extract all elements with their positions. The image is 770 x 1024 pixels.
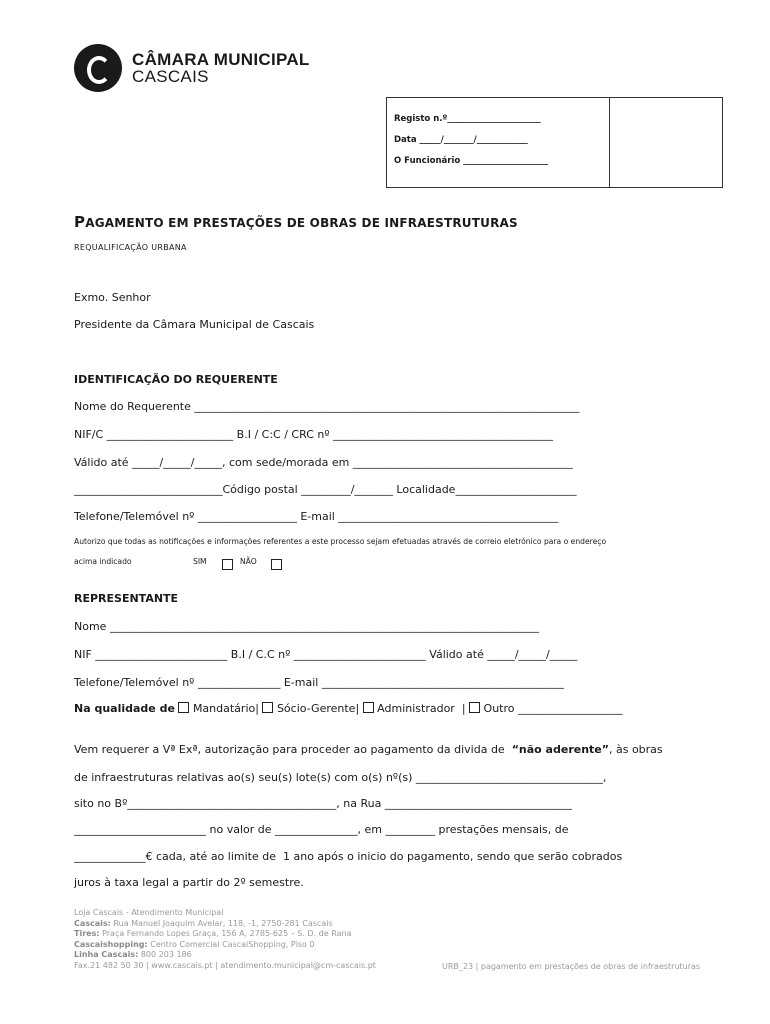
representante-heading: REPRESENTANTE (74, 592, 179, 605)
requerente-valido-field: Válido até _____/_____/_____, com sede/morada em ________________________________________ (74, 456, 573, 469)
logo-line-2: CASCAIS (132, 67, 209, 86)
socio-checkbox[interactable] (262, 702, 273, 713)
body-line-1a: Vem requerer a Vª Exª, autorização para proceder ao pagamento da divida de (74, 743, 512, 756)
footer-contacts (74, 908, 376, 971)
logo-line-1: CÂMARA MUNICIPAL (132, 50, 310, 69)
footer-cascais-label: Cascais: (74, 918, 111, 928)
requerente-heading: IDENTIFICAÇÃO DO REQUERENTE (74, 373, 278, 386)
footer-shopping-text: Centro Comercial CascaiShopping, Piso 0 (147, 939, 315, 949)
body-line-3: sito no Bº______________________________________, na Rua __________________________________ (74, 797, 572, 810)
sim-checkbox[interactable] (222, 554, 233, 573)
cascais-logo-icon (74, 44, 122, 92)
administrador-checkbox[interactable] (363, 702, 374, 713)
requerente-codigo-field: ___________________________Código postal _________/_______ Localidade______________________ (74, 483, 577, 496)
mandatario-checkbox[interactable] (178, 702, 189, 713)
nao-checkbox[interactable] (271, 554, 282, 573)
body-line-4: ________________________ no valor de _______________, em _________ prestações mensais, de (74, 823, 569, 836)
requerente-nif-field: NIF/C _______________________ B.I / C:C / CRC nº ________________________________________ (74, 428, 554, 441)
body-line-1c: , às obras (608, 743, 663, 756)
qualidade-row (74, 702, 622, 715)
greeting-line-1: Exmo. Senhor (74, 291, 151, 304)
footer-linha-label: Linha Cascais: (74, 950, 139, 959)
footer-cascais-text: Rua Manuel Joaquim Avelar, 118, -1, 2750-281 Cascais (110, 918, 333, 928)
acima-indicado-text: acima indicado (74, 557, 132, 566)
qualidade-label: Na qualidade de (74, 702, 175, 715)
requerente-nome-field: Nome do Requerente ______________________________________________________________________ (74, 400, 580, 413)
mandatario-label: Mandatário| (192, 702, 259, 715)
outro-label: Outro ___________________ (483, 702, 623, 715)
title-initial: P (74, 213, 86, 231)
sim-label: SIM (193, 557, 207, 566)
outro-checkbox[interactable] (469, 702, 480, 713)
body-line-6: juros à taxa legal a partir do 2º semestre. (74, 876, 304, 889)
footer-shopping-label: Cascaishopping: (74, 939, 148, 949)
registo-data: Data _____/_______/____________ (394, 135, 528, 145)
footer-document-ref: URB_23 | pagamento em prestações de obras de infraestruturas (442, 962, 701, 971)
representante-nif-field: NIF ________________________ B.I / C.C nº ________________________ Válido até _____/_____/_____ (74, 648, 578, 661)
footer-tires-text: Praça Fernando Lopes Graça, 156 A, 2785-625 – S. D. de Rana (99, 929, 352, 938)
title-rest: AGAMENTO EM PRESTAÇÕES DE OBRAS DE INFRAESTRUTURAS (85, 216, 518, 230)
representante-telefone-field: Telefone/Telemóvel nº _______________ E-mail ____________________________________________ (74, 676, 564, 689)
requerente-telefone-field: Telefone/Telemóvel nº __________________ E-mail ________________________________________ (74, 510, 559, 523)
registo-funcionario: O Funcionário ____________________ (394, 156, 549, 166)
page-subtitle: REQUALIFICAÇÃO URBANA (74, 243, 187, 252)
registo-numero: Registo n.º______________________ (394, 114, 541, 124)
page-title (74, 213, 518, 231)
nao-aderente-text: “não aderente” (511, 743, 609, 756)
footer-contacts-line: Fax.21 482 50 30 | www.cascais.pt | atendimento.municipal@cm-cascais.pt (74, 960, 376, 970)
body-line-5: _____________€ cada, até ao limite de 1 ano após o inicio do pagamento, sendo que serão cobrados (74, 850, 623, 863)
registo-box-divider (609, 98, 610, 187)
body-line-2: de infraestruturas relativas ao(s) seu(s) lote(s) com o(s) nº(s) __________________________________, (74, 771, 607, 784)
footer-line-1: Loja Cascais - Atendimento Municipal (74, 908, 224, 917)
footer-tires-label: Tires: (74, 929, 100, 938)
autorizo-text: Autorizo que todas as notificações e informações referentes a este processo sejam efetuadas através de correio eletrónico para o endereço (74, 537, 607, 546)
administrador-label: Administrador | (377, 702, 466, 715)
registo-box (386, 97, 723, 188)
footer-linha-text: 800 203 186 (138, 950, 192, 959)
representante-nome-field: Nome ______________________________________________________________________________ (74, 620, 539, 633)
nao-label: NÃO (240, 557, 257, 566)
socio-label: Sócio-Gerente| (276, 702, 360, 715)
body-line-1 (74, 743, 663, 756)
greeting-line-2: Presidente da Câmara Municipal de Cascais (74, 318, 315, 331)
